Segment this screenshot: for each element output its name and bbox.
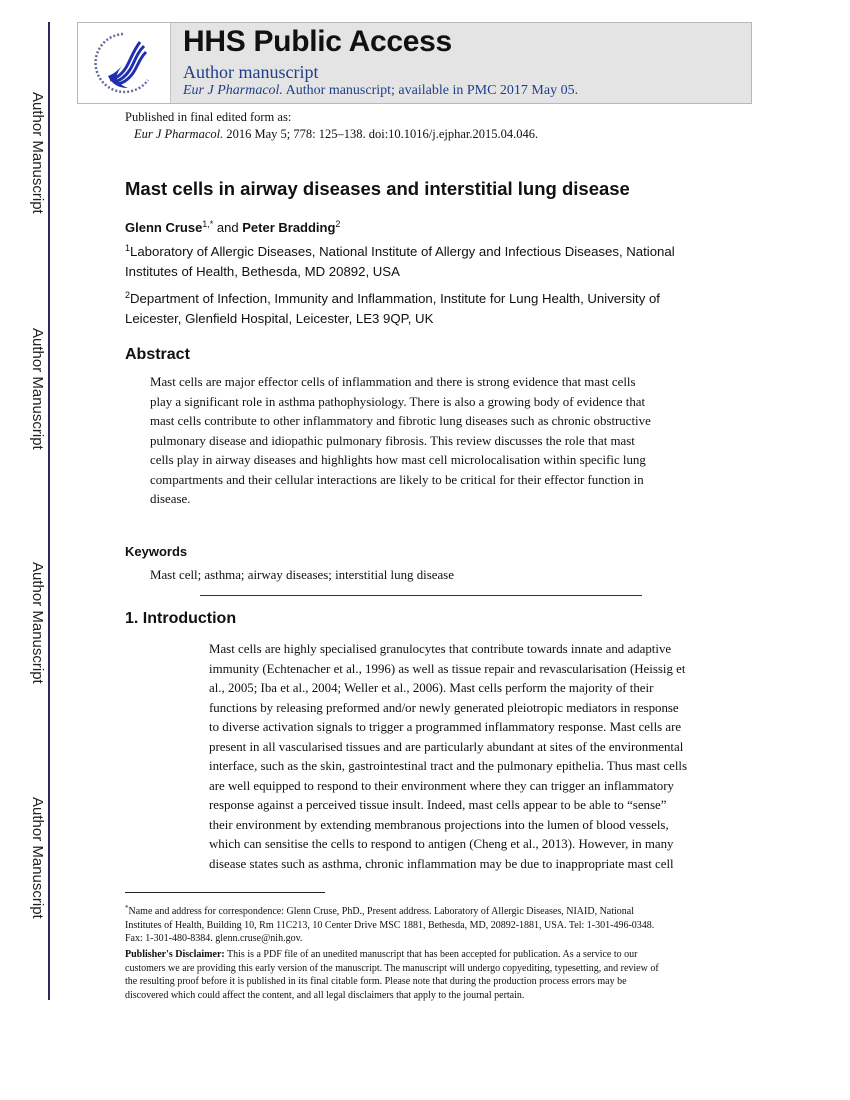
author-name: Peter Bradding <box>242 220 336 235</box>
banner-title: HHS Public Access <box>183 25 452 58</box>
abstract-line: mast cells contribute to other inflammatory and fibrotic lung diseases such as chronic obstructive <box>150 414 651 428</box>
side-label-author-manuscript: Author Manuscript <box>29 328 46 450</box>
footnote-rule <box>125 892 325 893</box>
margin-rule <box>48 22 50 1000</box>
abstract-line: compartments and their cellular interactions are likely to be critical for their effector function in <box>150 472 644 487</box>
publisher-disclaimer <box>125 948 725 1002</box>
intro-line: present in all vascularised tissues and are particularly abundant at sites of the environmental <box>209 739 684 754</box>
keywords-text: Mast cell; asthma; airway diseases; interstitial lung disease <box>150 568 454 582</box>
keywords-heading: Keywords <box>125 544 188 559</box>
banner-availability-text: Author manuscript; available in PMC 2017 May 05. <box>282 83 579 98</box>
citation-text: 2016 May 5; 778: 125–138. doi:10.1016/j.ejphar.2015.04.046. <box>223 127 539 141</box>
affiliation <box>125 242 725 282</box>
affiliation-marker: 2 <box>125 290 131 300</box>
banner-availability <box>183 83 578 99</box>
published-label: Published in final edited form as: <box>125 110 292 124</box>
footnote-line: Fax: 1-301-480-8384. glenn.cruse@nih.gov. <box>125 933 303 944</box>
affiliation-line: Laboratory of Allergic Diseases, National Institute of Allergy and Infectious Diseases, National <box>130 244 675 259</box>
citation <box>134 127 538 142</box>
intro-line: interface, such as the skin, gastrointestinal tract and the pulmonary epithelia. Thus mast cells <box>209 759 688 773</box>
banner-journal: Eur J Pharmacol. <box>183 83 283 98</box>
intro-line: response against a perceived tissue insult. Indeed, mast cells appear to be able to “sense” <box>209 798 667 812</box>
abstract-line: Mast cells are major effector cells of inflammation and there is strong evidence that mast cells <box>150 375 636 389</box>
author-affiliation-marker: 1,* <box>202 219 214 229</box>
affiliation-line: Institutes of Health, Bethesda, MD 20892, USA <box>125 264 400 279</box>
abstract-line: pulmonary disease and idiopathic pulmonary fibrosis. This review discusses the role that mast <box>150 433 635 448</box>
intro-line: functions by releasing preformed and/or newly generated pleiotropic mediators in response <box>209 700 679 715</box>
author-list <box>125 220 340 235</box>
hhs-public-access-banner <box>77 22 752 104</box>
side-label-author-manuscript: Author Manuscript <box>29 797 46 919</box>
abstract-line: disease. <box>150 492 191 506</box>
affiliation-line: Leicester, Glenfield Hospital, Leicester, LE3 9QP, UK <box>125 311 434 326</box>
side-label-author-manuscript: Author Manuscript <box>29 562 46 684</box>
citation-journal: Eur J Pharmacol. <box>134 127 224 141</box>
author-name: Glenn Cruse <box>125 220 203 235</box>
intro-line: are well equipped to respond to their environment where they can trigger an inflammatory <box>209 778 674 793</box>
footnote-line: Name and address for correspondence: Glenn Cruse, PhD., Present address. Laboratory of Allergic Diseases, NIAID, National <box>128 906 635 917</box>
disclaimer-line: discovered which could affect the content, and all legal disclaimers that apply to the journal pertain. <box>125 989 525 1001</box>
author-conjunction: and <box>213 220 243 235</box>
banner-subtitle: Author manuscript <box>183 62 319 82</box>
intro-line: Mast cells are highly specialised granulocytes that contribute towards innate and adaptive <box>209 642 672 656</box>
abstract-body <box>150 373 651 510</box>
affiliation <box>125 289 725 329</box>
divider <box>200 595 642 596</box>
affiliation-marker: 1 <box>125 243 131 253</box>
abstract-line: play a significant role in asthma pathophysiology. There is also a growing body of evidence that <box>150 394 646 409</box>
side-label-author-manuscript: Author Manuscript <box>29 92 46 214</box>
intro-line: their environment by extending membranous projections into the lumen of blood vessels, <box>209 817 669 832</box>
disclaimer-line: This is a PDF file of an unedited manuscript that has been accepted for publication. As a service to our <box>224 949 638 960</box>
footnote-line: Institutes of Health, Building 10, Rm 11C213, 10 Center Drive MSC 1881, Bethesda, MD, 20892-1881, USA. Tel: 1-301-496-0348. <box>125 919 655 931</box>
affiliation-line: Department of Infection, Immunity and Inflammation, Institute for Lung Health, University of <box>130 291 660 306</box>
abstract-line: cells play in airway diseases and highlights how mast cell microlocalisation within specific lung <box>150 453 646 467</box>
disclaimer-line: the resulting proof before it is published in its final citable form. Please note that during the production process errors may be <box>125 976 627 987</box>
intro-line: which can sensitise the cells to respond to antigen (Cheng et al., 2013). However, in many <box>209 837 674 851</box>
article-title: Mast cells in airway diseases and interstitial lung disease <box>125 178 630 199</box>
hhs-logo <box>78 23 171 103</box>
abstract-heading: Abstract <box>125 346 190 363</box>
hhs-eagle-seal-icon <box>88 30 158 96</box>
intro-line: disease states such as asthma, chronic inflammation may be due to inappropriate mast cell <box>209 856 674 871</box>
intro-line: immunity (Echtenacher et al., 1996) as well as tissue repair and revascularisation (Heissig et <box>209 661 686 676</box>
correspondence-footnote <box>125 905 725 946</box>
disclaimer-label: Publisher's Disclaimer: <box>125 949 225 960</box>
footnote-marker: * <box>125 904 129 912</box>
author-affiliation-marker: 2 <box>335 219 341 229</box>
introduction-heading: 1. Introduction <box>125 610 237 627</box>
disclaimer-line: customers we are providing this early version of the manuscript. The manuscript will undergo copyediting, typesetting, and review of <box>125 962 659 974</box>
intro-line: al., 2005; Iba et al., 2004; Weller et al., 2006). Mast cells perform the majority of their <box>209 681 654 695</box>
introduction-body <box>209 640 687 874</box>
intro-line: to diverse activation signals to trigger a programmed inflammatory response. Mast cells are <box>209 720 682 734</box>
